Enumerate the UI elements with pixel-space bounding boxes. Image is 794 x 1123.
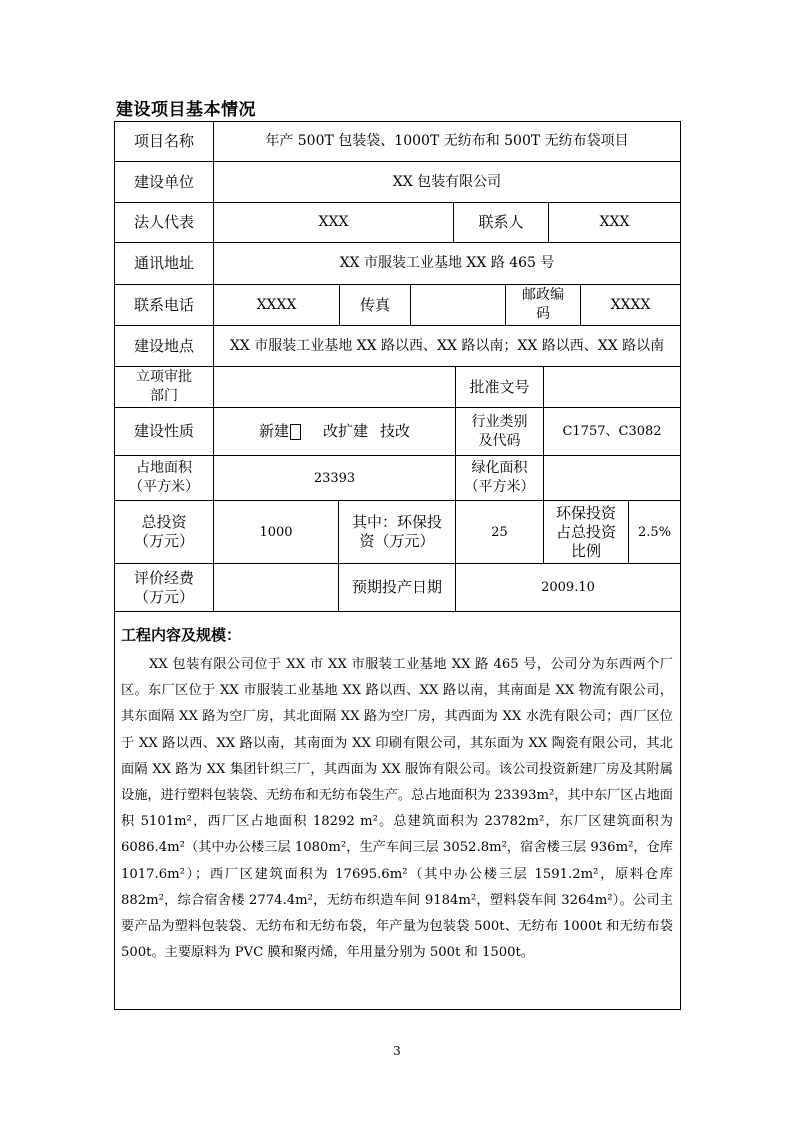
option-reform: 技改 (380, 422, 411, 440)
legal-rep-label: 法人代表 (115, 203, 214, 242)
area-label: 占地面积（平方米） (115, 456, 214, 500)
page-title: 建设项目基本情况 (116, 100, 256, 120)
project-info-table (114, 121, 681, 1010)
env-investment-value: 25 (456, 501, 544, 563)
investment-value: 1000 (214, 501, 339, 563)
row-site (115, 326, 680, 367)
phone-label: 联系电话 (115, 285, 214, 325)
green-area-value (544, 456, 680, 500)
builder-label: 建设单位 (115, 162, 214, 202)
row-phone (115, 285, 680, 326)
row-nature (115, 408, 680, 456)
approval-doc-value (544, 367, 680, 407)
nature-options (214, 408, 456, 455)
env-investment-label: 其中：环保投资（万元） (339, 501, 456, 563)
builder-value: XX 包装有限公司 (392, 173, 502, 190)
contact-value: XXX (599, 214, 630, 230)
row-project-name (115, 122, 680, 162)
env-ratio-value: 2.5% (637, 524, 672, 540)
option-new: 新建 (258, 422, 289, 440)
legal-rep-value: XXX (214, 203, 454, 242)
description-heading: 工程内容及规模： (121, 626, 242, 644)
row-address (115, 243, 680, 285)
approval-label: 立项审批部门 (115, 367, 214, 407)
address-label: 通讯地址 (115, 243, 214, 284)
nature-label: 建设性质 (115, 408, 214, 455)
postcode-value: XXXX (610, 296, 651, 313)
fax-label: 传真 (340, 285, 411, 325)
phone-value: XXXX (214, 285, 340, 325)
start-date-value: 2009.10 (541, 580, 595, 595)
industry-label: 行业类别及代码 (456, 408, 544, 455)
project-name-value: 年产 500T 包装袋、1000T 无纺布和 500T 无纺布袋项目 (265, 133, 629, 149)
row-builder (115, 162, 680, 203)
option-expand: 改扩建 (322, 422, 368, 440)
site-value: XX 市服装工业基地 XX 路以西、XX 路以南；XX 路以西、XX 路以南 (229, 337, 665, 354)
row-approval (115, 367, 680, 408)
start-date-label: 预期投产日期 (339, 564, 456, 611)
row-fee (115, 564, 680, 612)
investment-label: 总投资（万元） (115, 501, 214, 563)
checkbox-new (290, 424, 301, 440)
fax-value (411, 285, 506, 325)
approval-value (214, 367, 456, 407)
site-label: 建设地点 (115, 326, 214, 366)
env-ratio-label: 环保投资占总投资比例 (544, 501, 629, 563)
postcode-label: 邮政编码 (506, 285, 581, 325)
fee-label: 评价经费（万元） (115, 564, 214, 611)
fee-value (214, 564, 339, 611)
row-investment (115, 501, 680, 564)
industry-value: C1757、C3082 (562, 424, 662, 439)
approval-doc-label: 批准文号 (456, 367, 544, 407)
green-area-label: 绿化面积（平方米） (456, 456, 544, 500)
row-area (115, 456, 680, 501)
area-value: 23393 (214, 456, 456, 500)
address-value: XX 市服装工业基地 XX 路 465 号 (339, 255, 555, 271)
project-description (115, 612, 680, 1009)
contact-label: 联系人 (454, 203, 549, 242)
page-number: 3 (393, 1044, 401, 1058)
project-name-label: 项目名称 (115, 122, 214, 161)
row-legal-rep (115, 203, 680, 243)
description-body: XX 包装有限公司位于 XX 市 XX 市服装工业基地 XX 路 465 号，公司分为东西两个厂区。东厂区位于 XX 市服装工业基地 XX 路以西、XX 路以南，其南面是 XX 物流有限公司，其东面隔 XX 路为空厂房，其北面隔 XX 路为空厂房，其西面为 XX 水洗有限公司；西厂区位于 XX 路以西、XX 路以南，其南面为 XX 印刷有限公司，其东面为 XX 陶瓷有限公司，其北面隔 XX 路为 XX 集团针织三厂，其西面为 XX 服饰有限公司。该公司投资新建厂房及其附属设施，进行塑料包装袋、无纺布和无纺布袋生产。总占地面积为 23393m²，其中东厂区占地面积 5101m²，西厂区占地面积 18292 m²。总建筑面积为 23782m²，东厂区建筑面积为 6086.4m²（其中办公楼三层 1080m²，生产车间三层 3052.8m²，宿舍楼三层 936m²，仓库 1017.6m²）；西厂区建筑面积为 17695.6m²（其中办公楼三层 1591.2m²，原料仓库 882m²，综合宿舍楼 2774.4m²，无纺布织造车间 9184m²，塑料袋车间 3264m²）。公司主要产品为塑料包装袋、无纺布和无纺布袋，年产量为包装袋 500t、无纺布 1000t 和无纺布袋 500t。主要原料为 PVC 膜和聚丙烯，年用量分别为 500t 和 1500t。 (121, 657, 673, 961)
